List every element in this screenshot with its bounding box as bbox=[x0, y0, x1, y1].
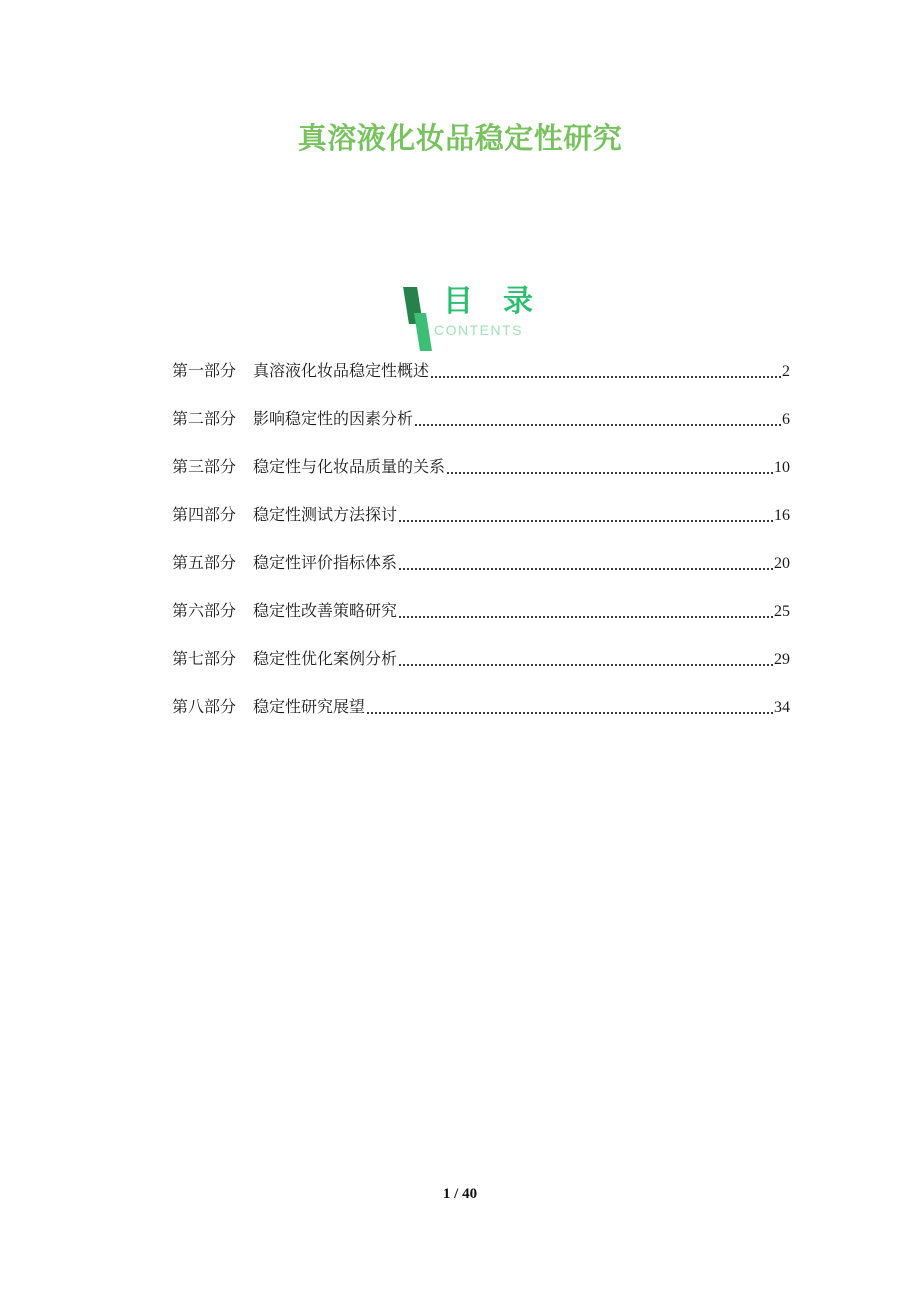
page-title: 真溶液化妆品稳定性研究 bbox=[297, 123, 623, 155]
page-number-indicator: 1 / 40 bbox=[442, 1186, 478, 1202]
toc-leader-dots bbox=[399, 568, 773, 570]
toc-entry-title: 稳定性与化妆品质量的关系 bbox=[253, 459, 446, 476]
toc-entry[interactable] bbox=[172, 698, 790, 718]
toc-part-label: 第四部分 bbox=[172, 507, 237, 524]
toc-part-label: 第五部分 bbox=[172, 555, 237, 572]
toc-leader-dots bbox=[399, 664, 773, 666]
toc-part-label: 第七部分 bbox=[172, 651, 237, 668]
toc-entry-title: 稳定性改善策略研究 bbox=[253, 603, 398, 620]
table-of-contents bbox=[172, 362, 790, 746]
toc-leader-dots bbox=[431, 376, 781, 378]
toc-part-label: 第三部分 bbox=[172, 459, 237, 476]
toc-page-number: 10 bbox=[774, 459, 790, 476]
contents-subtitle: CONTENTS bbox=[434, 322, 523, 338]
toc-page-number: 29 bbox=[774, 651, 790, 668]
toc-entry-title: 稳定性研究展望 bbox=[253, 699, 366, 716]
toc-slash-icon bbox=[403, 285, 439, 351]
contents-title: 目 录 bbox=[443, 285, 533, 318]
toc-entry-title: 影响稳定性的因素分析 bbox=[253, 411, 414, 428]
toc-entry[interactable] bbox=[172, 410, 790, 430]
toc-slash-icon-light-segment bbox=[414, 313, 432, 351]
toc-part-label: 第二部分 bbox=[172, 411, 237, 428]
toc-entry[interactable] bbox=[172, 458, 790, 478]
toc-part-label: 第一部分 bbox=[172, 363, 237, 380]
toc-entry-title: 稳定性评价指标体系 bbox=[253, 555, 398, 572]
toc-entry[interactable] bbox=[172, 554, 790, 574]
toc-leader-dots bbox=[415, 424, 781, 426]
toc-leader-dots bbox=[447, 472, 773, 474]
toc-page-number: 34 bbox=[774, 699, 790, 716]
toc-leader-dots bbox=[399, 520, 773, 522]
toc-page-number: 25 bbox=[774, 603, 790, 620]
toc-entry-title: 稳定性优化案例分析 bbox=[253, 651, 398, 668]
contents-header bbox=[403, 283, 533, 353]
toc-page-number: 20 bbox=[774, 555, 790, 572]
toc-entry-title: 稳定性测试方法探讨 bbox=[253, 507, 398, 524]
toc-part-label: 第八部分 bbox=[172, 699, 237, 716]
toc-leader-dots bbox=[367, 712, 773, 714]
toc-page-number: 16 bbox=[774, 507, 790, 524]
toc-part-label: 第六部分 bbox=[172, 603, 237, 620]
toc-entry-title: 真溶液化妆品稳定性概述 bbox=[253, 363, 430, 380]
toc-entry[interactable] bbox=[172, 506, 790, 526]
toc-entry[interactable] bbox=[172, 602, 790, 622]
toc-page-number: 6 bbox=[782, 411, 790, 428]
toc-entry[interactable] bbox=[172, 362, 790, 382]
toc-leader-dots bbox=[399, 616, 773, 618]
toc-entry[interactable] bbox=[172, 650, 790, 670]
toc-page-number: 2 bbox=[782, 363, 790, 380]
